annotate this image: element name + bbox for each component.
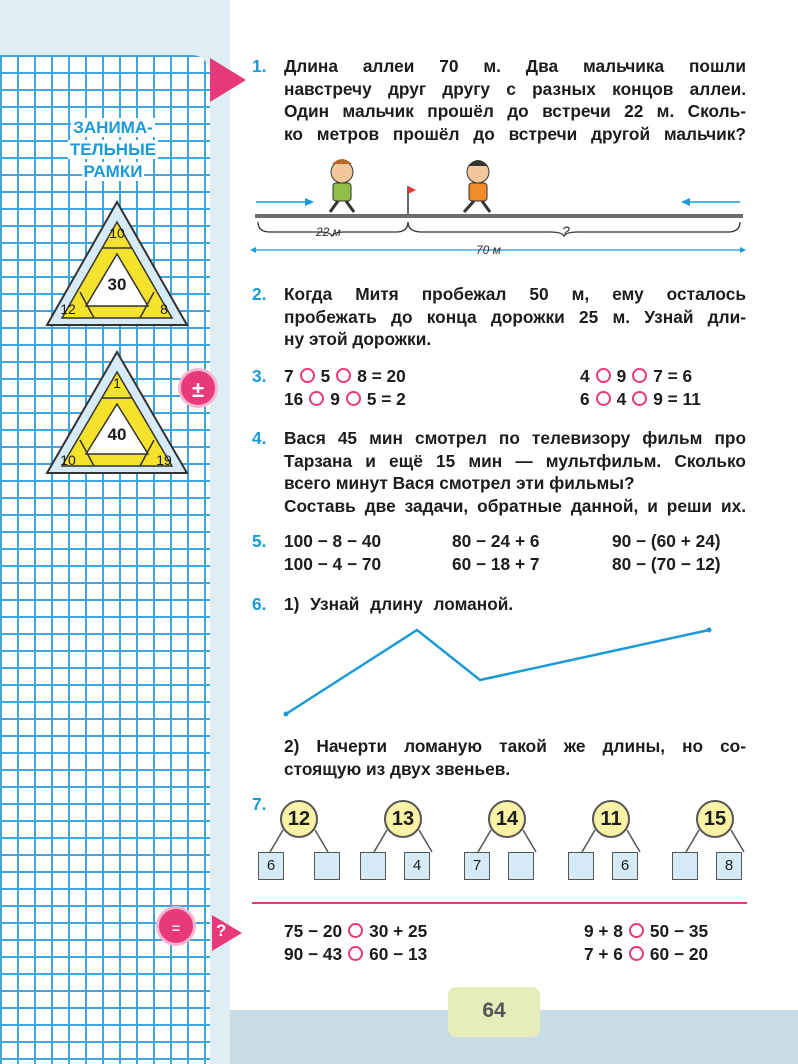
- tree-part-left[interactable]: 6: [258, 852, 284, 880]
- expression: 9 + 8: [584, 921, 623, 941]
- tree-part-right[interactable]: [508, 852, 534, 880]
- tree-part-right[interactable]: 6: [612, 852, 638, 880]
- magic-frame-2: [44, 350, 190, 476]
- number-tree: [252, 800, 352, 874]
- expression: 60 − 18 + 7: [452, 553, 540, 574]
- tree-part-left[interactable]: [360, 852, 386, 880]
- task-pointer-arrow: [210, 58, 246, 102]
- operand: 9 = 11: [653, 388, 701, 409]
- frame-center: 30: [107, 275, 127, 294]
- task-number: 2.: [252, 284, 267, 304]
- task-5-col-1: [284, 530, 381, 575]
- text-line: 2) Начерти ломаную такой же длины, но со-: [284, 736, 746, 756]
- sign-circle[interactable]: [348, 946, 363, 961]
- sign-circle[interactable]: [348, 923, 363, 938]
- task-1-text: [284, 55, 746, 145]
- question-mark: ?: [216, 921, 227, 940]
- frame-cell: 12: [60, 301, 76, 317]
- operand: 9: [616, 366, 627, 386]
- expression: 80 − (70 − 12): [612, 553, 721, 574]
- frame-cell: 10: [60, 452, 76, 468]
- text-line: Вася 45 мин смотрел по телевизору фильм про: [284, 428, 746, 448]
- frame-cell: 1: [113, 375, 121, 391]
- page-number: 64: [448, 987, 540, 1037]
- sign-circle[interactable]: [632, 368, 647, 383]
- sign-circle[interactable]: [596, 368, 611, 383]
- task-2-text: [284, 283, 746, 351]
- task-6-part-2: [284, 735, 746, 780]
- tree-sum: 15: [696, 800, 734, 838]
- operand: 7: [284, 366, 294, 386]
- text-line: всего минут Вася смотрел эти фильмы?: [284, 473, 635, 493]
- sidebar-title-line: ТЕЛЬНЫЕ: [69, 140, 157, 159]
- text-line: ну этой дорожки.: [284, 329, 432, 349]
- question-icon: [212, 915, 242, 951]
- task-5-col-2: [452, 530, 539, 575]
- plus-minus-icon: ±: [178, 368, 218, 408]
- tree-part-right[interactable]: [314, 852, 340, 880]
- tree-part-right[interactable]: 4: [404, 852, 430, 880]
- task-3-right: [580, 365, 701, 410]
- operand: 4: [616, 388, 627, 409]
- operand: 5: [320, 366, 331, 386]
- text-line: Когда Митя пробежал 50 м, ему осталось: [284, 284, 746, 304]
- expression: 60 − 13: [369, 943, 428, 964]
- number-tree: [460, 800, 560, 874]
- tree-sum: 14: [488, 800, 526, 838]
- expression: 7 + 6: [584, 943, 623, 964]
- distance-label-unknown: ?: [562, 223, 570, 239]
- distance-label-22: 22 м: [316, 225, 341, 239]
- alley-diagram: [250, 150, 750, 265]
- text-line: ко метров прошёл до встречи другой мальчик?: [284, 123, 746, 144]
- operand: 5 = 2: [366, 388, 406, 409]
- boy-right-illustration: [464, 160, 490, 212]
- tree-part-left[interactable]: [672, 852, 698, 880]
- number-tree: [668, 800, 768, 874]
- text-line: Составь две задачи, обратные данной, и реши их.: [284, 495, 746, 516]
- text-line: Тарзана и ещё 15 мин — мультфильм. Сколько: [284, 450, 746, 471]
- expression: 30 + 25: [369, 921, 428, 941]
- polyline-figure: [270, 615, 730, 725]
- task-number: 6.: [252, 594, 267, 614]
- compare-right: [584, 920, 708, 965]
- sign-circle[interactable]: [346, 391, 361, 406]
- expression: 100 − 8 − 40: [284, 531, 382, 551]
- task-6-part-1: 1) Узнай длину ломаной.: [284, 594, 514, 614]
- sidebar-title-line: РАМКИ: [83, 162, 143, 181]
- task-number: 5.: [252, 531, 267, 551]
- operand: 6: [580, 388, 590, 409]
- expression: 50 − 35: [649, 921, 709, 941]
- expression: 90 − 43: [284, 943, 343, 964]
- sign-circle[interactable]: [596, 391, 611, 406]
- boy-left-illustration: [330, 159, 354, 212]
- section-divider: [252, 902, 747, 904]
- text-line: пробежать до конца дорожки 25 м. Узнай дли-: [284, 306, 746, 327]
- operand: 16: [284, 388, 304, 409]
- sign-circle[interactable]: [300, 368, 315, 383]
- operand: 9: [330, 388, 340, 409]
- tree-sum: 11: [592, 800, 630, 838]
- distance-label-70: 70 м: [476, 243, 501, 257]
- expression: 90 − (60 + 24): [612, 531, 721, 551]
- tree-part-left[interactable]: [568, 852, 594, 880]
- operand: 7 = 6: [653, 366, 693, 386]
- sign-circle[interactable]: [336, 368, 351, 383]
- number-tree: [564, 800, 664, 874]
- task-number: 4.: [252, 428, 267, 448]
- tree-part-left[interactable]: 7: [464, 852, 490, 880]
- task-number: 3.: [252, 366, 267, 386]
- expression: 80 − 24 + 6: [452, 531, 540, 551]
- text-line: Длина аллеи 70 м. Два мальчика пошли: [284, 56, 746, 76]
- sidebar-title-line: ЗАНИМА-: [73, 118, 153, 137]
- expression: 60 − 20: [649, 943, 709, 964]
- task-4-text: [284, 427, 746, 517]
- text-line: стоящую из двух звеньев.: [284, 758, 511, 779]
- magic-frame-1: [44, 200, 190, 328]
- task-number: 1.: [252, 56, 267, 76]
- sign-circle[interactable]: [309, 391, 324, 406]
- compare-icon: =: [156, 906, 196, 946]
- text-line: Один мальчик прошёл до встречи 22 м. Сколь-: [284, 101, 746, 121]
- sign-circle[interactable]: [629, 923, 644, 938]
- task-5-col-3: [612, 530, 721, 575]
- frame-center: 40: [107, 425, 127, 444]
- tree-part-right[interactable]: 8: [716, 852, 742, 880]
- sign-circle[interactable]: [632, 391, 647, 406]
- task-3-left: [284, 365, 406, 410]
- frame-cell: 10: [109, 225, 125, 241]
- sign-circle[interactable]: [629, 946, 644, 961]
- task-number: 7.: [252, 794, 267, 814]
- number-tree: [356, 800, 456, 874]
- sidebar-title: [58, 117, 168, 183]
- expression: 75 − 20: [284, 921, 343, 941]
- frame-cell: 8: [160, 301, 168, 317]
- tree-sum: 12: [280, 800, 318, 838]
- expression: 100 − 4 − 70: [284, 553, 382, 574]
- compare-left: [284, 920, 427, 965]
- operand: 8 = 20: [357, 366, 406, 386]
- frame-cell: 19: [156, 452, 172, 468]
- operand: 4: [580, 366, 590, 386]
- text-line: навстречу друг другу с разных концов аллеи.: [284, 78, 746, 99]
- tree-sum: 13: [384, 800, 422, 838]
